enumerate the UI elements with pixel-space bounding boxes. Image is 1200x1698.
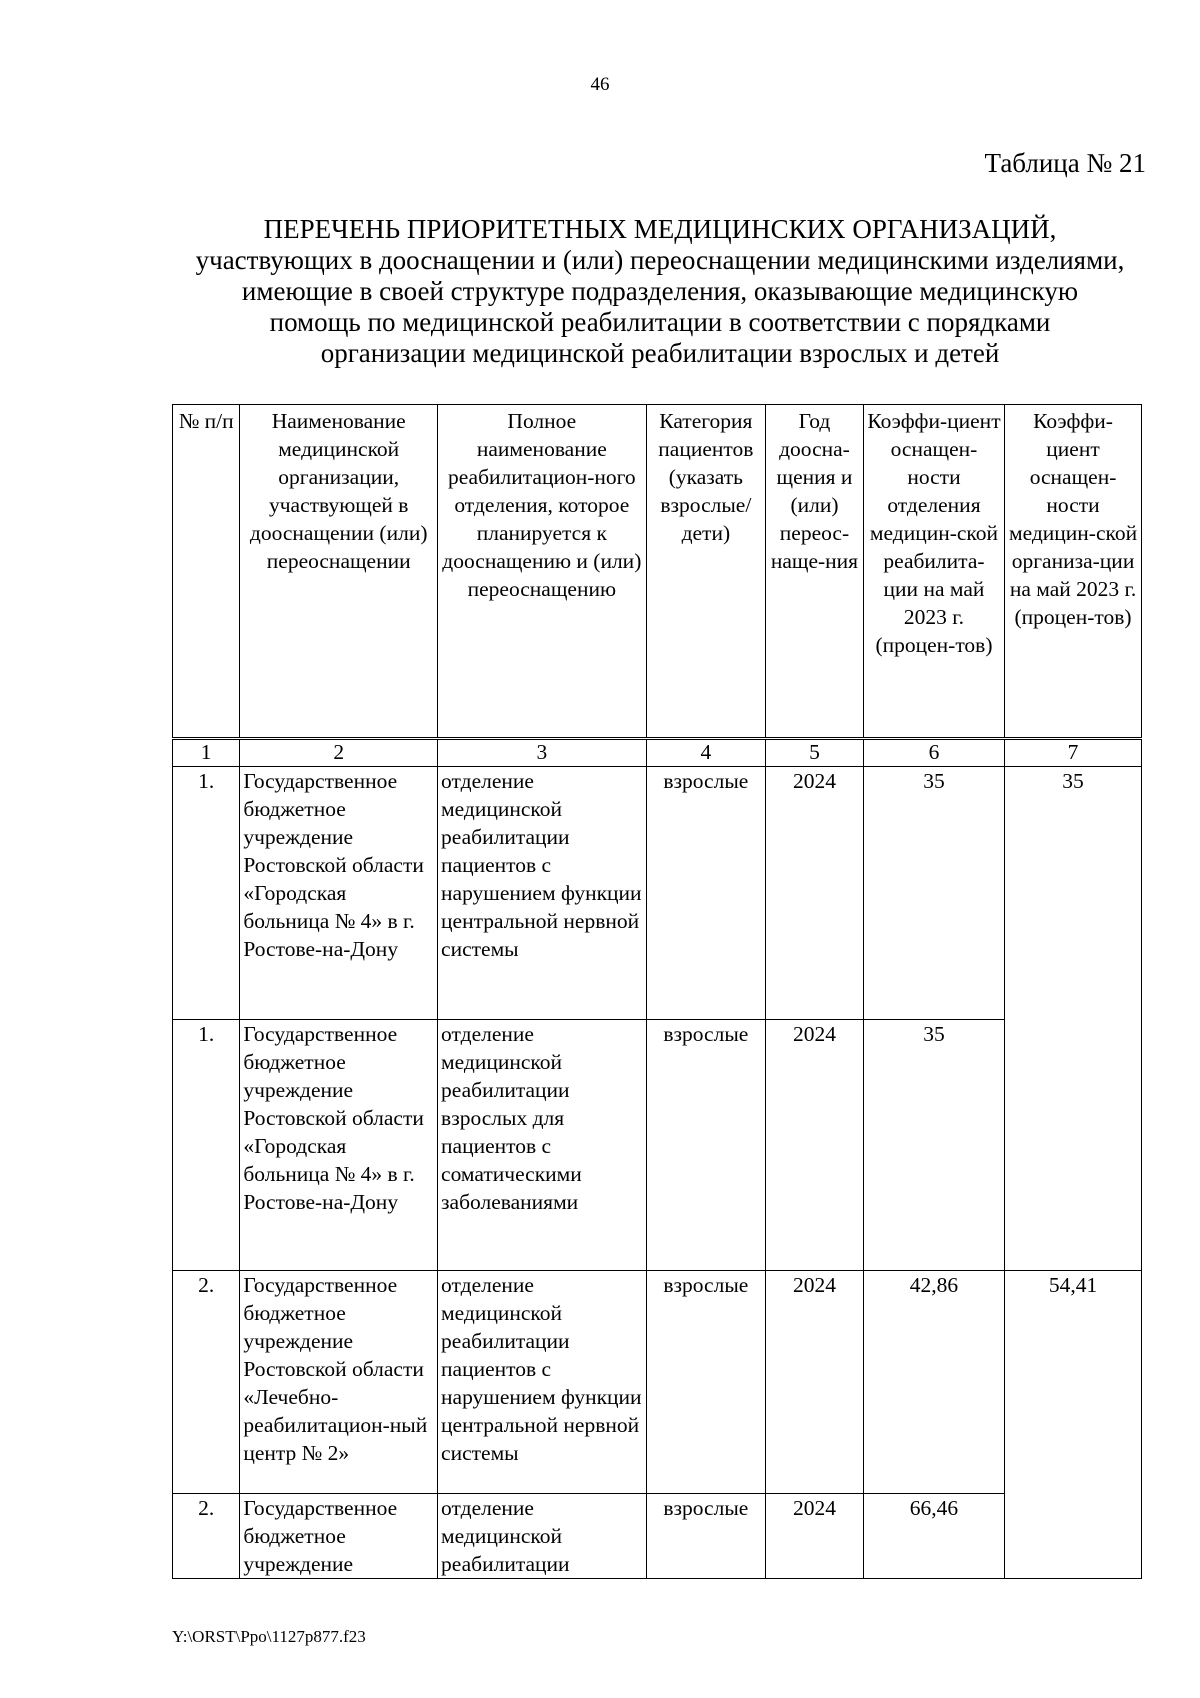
column-number: 4 — [646, 739, 765, 767]
org-coefficient: 35 — [1005, 767, 1142, 1271]
page-number: 46 — [590, 74, 610, 95]
table-row — [173, 1494, 1142, 1579]
dept-coefficient: 66,46 — [863, 1494, 1004, 1579]
column-number: 3 — [438, 739, 647, 767]
department-name: отделение медицинской реабилитации взрослых для пациентов с соматическими заболеваниями — [438, 1020, 647, 1271]
organization-name: Государственное бюджетное учреждение Ростовской области «Лечебно-реабилитацион-ный центр № 2» — [240, 1271, 438, 1494]
header-row — [173, 405, 1142, 739]
org-coefficient: 54,41 — [1005, 1271, 1142, 1579]
column-number: 7 — [1005, 739, 1142, 767]
table-title — [160, 214, 1160, 369]
header-cell-org: Наименование медицинской организации, участвующей в дооснащении (или) переоснащении — [240, 405, 438, 739]
department-name: отделение медицинской реабилитации пациентов с нарушением функции центральной нервной системы — [438, 1271, 647, 1494]
table-row — [173, 767, 1142, 1020]
equipment-year: 2024 — [766, 1271, 864, 1494]
column-number: 2 — [240, 739, 438, 767]
column-number: 6 — [863, 739, 1004, 767]
header-cell-k-dept: Коэффи-циент оснащен-ности отделения медицин-ской реабилита-ции на май 2023 г. (процен-тов) — [863, 405, 1004, 739]
title-line: участвующих в дооснащении и (или) переоснащении медицинскими изделиями, — [195, 245, 1125, 275]
row-number: 1. — [173, 767, 240, 1020]
header-cell-num: № п/п — [173, 405, 240, 739]
column-number: 1 — [173, 739, 240, 767]
department-name: отделение медицинской реабилитации пациентов с нарушением функции центральной нервной системы — [438, 767, 647, 1020]
equipment-year: 2024 — [766, 1020, 864, 1271]
organization-name: Государственное бюджетное учреждение — [240, 1494, 438, 1579]
header-cell-dept: Полное наименование реабилитацион-ного отделения, которое планируется к дооснащению и (или) переоснащению — [438, 405, 647, 739]
table-row — [173, 1271, 1142, 1494]
header-cell-year: Год доосна-щения и (или) переос-наще-ния — [766, 405, 864, 739]
organizations-table — [172, 404, 1142, 1579]
row-number: 2. — [173, 1494, 240, 1579]
column-number-row — [173, 739, 1142, 767]
row-number: 2. — [173, 1271, 240, 1494]
dept-coefficient: 35 — [863, 1020, 1004, 1271]
equipment-year: 2024 — [766, 767, 864, 1020]
row-number: 1. — [173, 1020, 240, 1271]
patient-category: взрослые — [646, 767, 765, 1020]
dept-coefficient: 35 — [863, 767, 1004, 1020]
equipment-year: 2024 — [766, 1494, 864, 1579]
organization-name: Государственное бюджетное учреждение Ростовской области «Городская больница № 4» в г. Ростове-на-Дону — [240, 767, 438, 1020]
table-row — [173, 1020, 1142, 1271]
patient-category: взрослые — [646, 1271, 765, 1494]
title-line: имеющие в своей структуре подразделения, оказывающие медицинскую — [241, 276, 1079, 306]
table-label: Таблица № 21 — [984, 148, 1146, 178]
patient-category: взрослые — [646, 1494, 765, 1579]
title-line: ПЕРЕЧЕНЬ ПРИОРИТЕТНЫХ МЕДИЦИНСКИХ ОРГАНИЗАЦИЙ, — [263, 214, 1057, 244]
header-cell-k-org: Коэффи-циент оснащен-ности медицин-ской организа-ции на май 2023 г. (процен-тов) — [1005, 405, 1142, 739]
column-number: 5 — [766, 739, 864, 767]
department-name: отделение медицинской реабилитации — [438, 1494, 647, 1579]
patient-category: взрослые — [646, 1020, 765, 1271]
header-cell-category: Категория пациентов (указать взрослые/ дети) — [646, 405, 765, 739]
title-line: помощь по медицинской реабилитации в соответствии с порядками — [269, 307, 1051, 337]
dept-coefficient: 42,86 — [863, 1271, 1004, 1494]
title-line: организации медицинской реабилитации взрослых и детей — [320, 338, 1000, 368]
file-path-footer: Y:\ORST\Ppo\1127p877.f23 — [172, 1627, 366, 1646]
organization-name: Государственное бюджетное учреждение Ростовской области «Городская больница № 4» в г. Ростове-на-Дону — [240, 1020, 438, 1271]
